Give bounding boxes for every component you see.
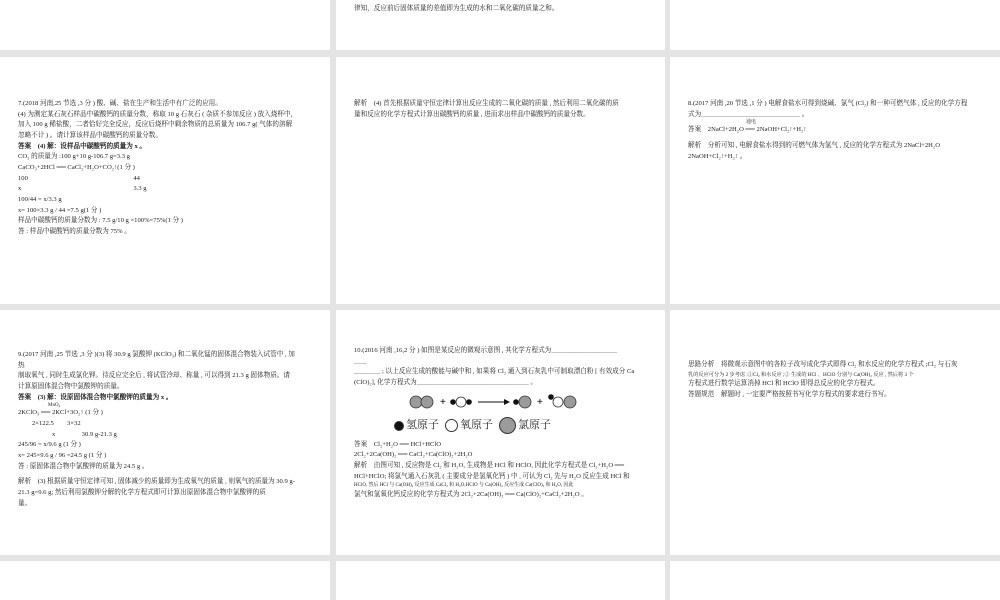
q9-line: 热 — [18, 361, 25, 369]
legend-hydrogen — [394, 417, 439, 435]
slide-question-9 — [0, 310, 330, 555]
q9-answer-line: 答案 (3) 解：设原固体混合物中氯酸钾的质量为 x 。 — [18, 393, 173, 401]
q10-line: 10.(2016 河南 ,16,2 分 ) 如图是某反应的微观示意图 , 其化学方程式为＿＿＿＿＿＿＿＿＿＿ — [354, 347, 618, 354]
q10-analysis: HCl+HClO; 将氯气通入石灰乳 ( 主要成分是氢氧化钙 ) 中 , 可认为 Cl₂ 先与 H₂O 反应生成 HCl 和 — [354, 472, 630, 480]
slide-question-8 — [670, 57, 1000, 304]
hydrogen-atom-icon — [548, 394, 554, 400]
thinking-line: 乳的反应可分为 2 步考虑 :①Cl₂ 和水反应 ;② 生成的 HCl 、HClO 分别与 Ca(OH)₂ 反应 , 然后将 3 个 — [688, 371, 914, 378]
reaction-diagram — [406, 391, 606, 413]
q7-line: x= 100×3.3 g / 44 =7.5 g(1 分 ) — [18, 206, 102, 214]
thinking-line: 方程式进行数学运算消掉 HCl 和 HClO 即得总反应的化学方程式。 — [688, 380, 880, 388]
q10-analysis: HClO, 然后 HCl 与 Ca(OH)₂ 反应生成 CaCl₂ 和 H₂O,HClO 与 Ca(OH)₂ 反应生成 Ca(ClO)₂ 和 H₂O, 因此 — [354, 483, 574, 489]
q9-condition: MnO₂ — [48, 403, 61, 409]
thinking-line: 思路分析 将微观示意图中的各粒子改写成化学式即得 Cl₂ 和水反应的化学方程式 ;Cl₂ 与石灰 — [688, 361, 958, 368]
chlorine-atom-icon — [410, 396, 422, 408]
q7-equation: CaCO₃+2HCl ══ CaCl₂+H₂O+CO₂↑(1 分 ) — [18, 164, 135, 172]
slide-bottom-left — [0, 561, 330, 600]
q8-answer: 答案 2NaCl+2H₂O ══ 2NaOH+Cl₂↑+H₂↑ — [688, 126, 807, 134]
q7-line: CO₂ 的质量为 :100 g+10 g-106.7 g=3.3 g — [18, 153, 130, 161]
slide-top-left — [0, 0, 330, 50]
q7-line: 100 44 — [18, 174, 140, 182]
chlorine-atom-icon — [499, 417, 516, 434]
hydrogen-atom-icon — [450, 399, 456, 405]
plus-sign: + — [440, 396, 446, 408]
q9-line: x= 245×9.6 g / 96 =24.5 g (1 分 ) — [18, 452, 107, 460]
legend-oxygen — [445, 417, 493, 435]
q7-line: 忽略不计 ) 。请计算该样品中碳酸钙的质量分数。 — [18, 132, 162, 140]
atom-legend — [394, 417, 651, 435]
oxygen-atom-icon — [445, 419, 458, 432]
q9-proportion: 245/96 = x/9.6 g (1 分 ) — [18, 441, 81, 449]
chlorine-atom-icon — [421, 396, 433, 408]
oxygen-atom-icon — [456, 397, 466, 407]
slide-top-middle — [336, 0, 665, 50]
legend-chlorine — [499, 417, 551, 435]
legend-label: 氯原子 — [518, 418, 551, 431]
q10-answer: 答案 Cl₂+H₂O ══ HCl+HClO — [354, 440, 441, 448]
text-line: 律知，反应前后固体质量的差值即为生成的水和二氧化碳的质量之和。 — [354, 5, 559, 12]
plus-sign: + — [537, 396, 543, 408]
chlorine-atom-icon — [564, 396, 576, 408]
slide-bottom-right — [670, 561, 1000, 600]
q7-line: (4) 为测定某石灰石样品中碳酸钙的质量分数，称取 10 g 石灰石 ( 杂质不参加反应 ) 放入烧杯中， — [18, 110, 298, 118]
q9-equation: 2KClO₃ ══ 2KCl+3O₂↑ (1 分 ) — [18, 409, 103, 417]
slide-top-right — [670, 0, 1000, 50]
slide-question-10 — [336, 310, 665, 555]
oxygen-atom-icon — [553, 397, 563, 407]
hydrogen-atom-icon — [513, 399, 519, 405]
slide-bottom-middle — [336, 561, 665, 600]
analysis-line: 量和反应的化学方程式计算出碳酸钙的质量 , 进而求出样品中碳酸钙的质量分数。 — [354, 110, 590, 118]
q7-answer-line: 答案 (4) 解：设样品中碳酸钙的质量为 x 。 — [18, 142, 147, 150]
q10-line: ＿＿ — [354, 357, 368, 365]
q10-line: (ClO)₂], 化学方程式为＿＿＿＿＿＿＿＿＿＿＿＿＿＿＿＿＿ 。 — [354, 379, 538, 387]
hydrogen-atom-icon — [394, 421, 404, 431]
q9-analysis: 解析 (3) 根据质量守恒定律可知 , 固体减少的质量即为生成氧气的质量 , 则氧气的质量为 30.9 g- — [18, 478, 295, 486]
q9-line: 计算原固体混合物中氯酸钾的质量。 — [18, 383, 124, 391]
answer-norm-line: 答题规范 解题时 , 一定要严格按照书写化学方程式的要求进行书写。 — [688, 390, 891, 398]
q8-analysis: 解析 分析可知 , 电解食盐水得到的可燃气体为氢气 , 反应的化学方程式为 2NaCl+2H₂O — [688, 142, 940, 150]
q9-line: 9.(2017 河南 ,25 节选 ,3 分 )(3) 将 30.9 g 氯酸钾 (KClO₃) 和二氧化锰的固体混合物装入试管中 , 加 — [18, 351, 295, 358]
q7-line: 样品中碳酸钙的质量分数为 : 7.5 g/10 g ×100%=75%(1 分 ) — [18, 217, 183, 225]
q7-line: 答 : 样品中碳酸钙的质量分数为 75% 。 — [18, 228, 131, 236]
q9-analysis: 量。 — [18, 499, 32, 507]
q9-line: 制取氧气 , 同时生成氯化钾。待反应完全后 , 将试管冷却、称量 , 可以得到 21.3 g 固体物质。请 — [18, 372, 290, 380]
chlorine-atom-icon — [519, 396, 531, 408]
q9-analysis: 21.3 g=9.6 g; 然后利用氯酸钾分解的化学方程式即可计算出原固体混合物中氯酸钾的质 — [18, 489, 266, 497]
q9-line: 2×122.5 3×32 — [32, 420, 81, 428]
q7-proportion: 100/44 = x/3.3 g — [18, 196, 62, 204]
analysis-line: 解析 (4) 首先根据质量守恒定律计算出反应生成的二氧化碳的质量 , 然后利用二氧化碳的质 — [354, 100, 619, 107]
arrow-head-icon — [504, 399, 510, 405]
legend-label: 氧原子 — [460, 418, 493, 431]
q10-line: ＿＿＿＿ ; 以上反应生成的酸能与碱中和 , 如果将 Cl₂ 通入到石灰乳中可制取漂白粉 [ 有效成分 Ca — [354, 368, 635, 376]
legend-label: 氢原子 — [406, 418, 439, 431]
q10-analysis: 氯气和氢氧化钙反应的化学方程式为 2Cl₂+2Ca(OH)₂ ══ Ca(ClO)₂+CaCl₂+2H₂O 。 — [354, 491, 588, 499]
q8-analysis: 2NaOH+Cl₂↑+H₂↑ 。 — [688, 152, 747, 160]
slide-question-7-analysis — [336, 57, 665, 304]
q7-line: 7.(2018 河南,25 节选 ,3 分 ) 酸、碱、盐在生产和生活中有广泛的应用。 — [18, 100, 222, 107]
slide-thinking-analysis — [670, 310, 1000, 555]
hydrogen-atom-icon — [466, 399, 472, 405]
q9-line: 答 : 原固体混合物中氯酸钾的质量为 24.5 g 。 — [18, 462, 149, 470]
q10-analysis: 解析 由图可知 , 反应物是 Cl₂ 和 H₂O, 生成物是 HCl 和 HClO, 因此化学方程式是 Cl₂+H₂O ══ — [354, 461, 625, 469]
q7-line: x 3.3 g — [18, 185, 147, 193]
slide-question-7 — [0, 57, 330, 304]
q10-answer: 2Cl₂+2Ca(OH)₂ ══ CaCl₂+Ca(ClO)₂+2H₂O — [354, 451, 473, 459]
q8-line: 式为＿＿＿＿＿＿＿＿＿＿＿＿＿＿＿ 。 — [688, 110, 809, 118]
q8-line: 8.(2017 河南 ,20 节选 ,1 分 ) 电解食盐水可得到烧碱、氯气 (Cl₂) 和一种可燃气体 , 反应的化学方程 — [688, 100, 968, 107]
q7-line: 加入 100 g 稀盐酸，二者恰好完全反应，反应后烧杯中剩余物质的总质量为 106.7 g( 气体的溶解 — [18, 121, 293, 129]
q8-condition: 通电 — [746, 120, 757, 126]
q9-line: x 30.9 g-21.3 g — [52, 430, 117, 438]
